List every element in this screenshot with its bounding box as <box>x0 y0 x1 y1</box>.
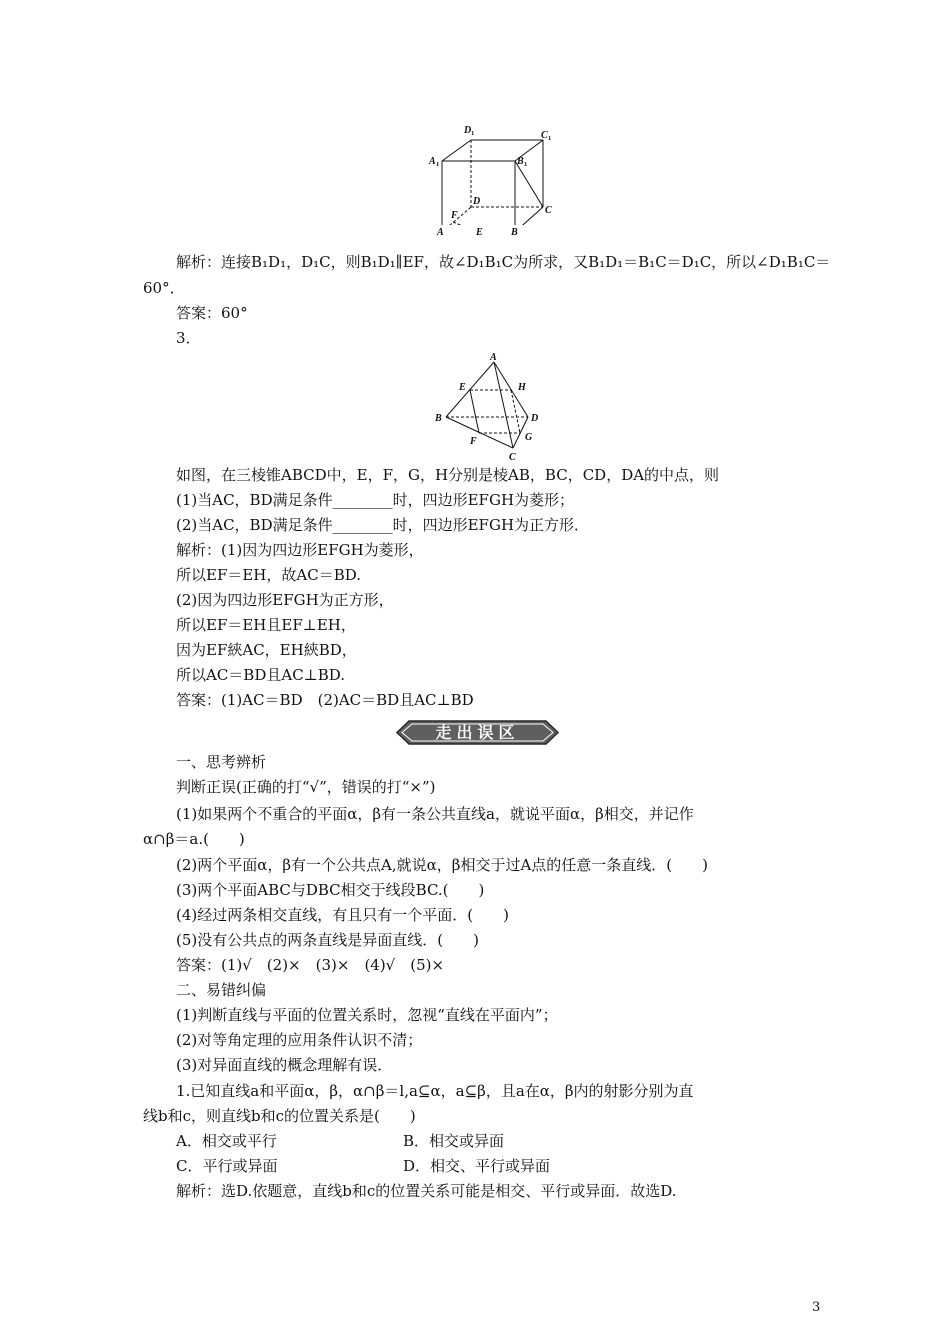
text-line: (3)两个平面ABC与DBC相交于线段BC.( ) <box>176 881 485 899</box>
label-B: B <box>511 227 518 238</box>
section-heading: 二、易错纠偏 <box>176 981 267 999</box>
text-line: (3)对异面直线的概念理解有误． <box>176 1056 393 1074</box>
label-C: C <box>509 452 516 462</box>
text-line: 所以EF＝EH且EF⊥EH， <box>176 616 356 634</box>
text-line: 解析：选D.依题意，直线b和c的位置关系可能是相交、平行或异面．故选D. <box>176 1182 677 1200</box>
text-line: (1)当AC，BD满足条件________时，四边形EFGH为菱形； <box>176 491 575 509</box>
label-E: E <box>459 382 466 393</box>
label-C: C <box>545 205 552 216</box>
option-b: B．相交或异面 <box>403 1132 505 1150</box>
option-c: C．平行或异面 <box>176 1157 278 1175</box>
text-line: 所以AC＝BD且AC⊥BD. <box>176 666 346 684</box>
label-C1: C <box>541 130 548 141</box>
label-E: E <box>476 227 483 238</box>
text-line: α∩β＝a.( ) <box>143 830 245 848</box>
text-line: 答案：(1)AC＝BD (2)AC＝BD且AC⊥BD <box>176 691 474 709</box>
option-a: A．相交或平行 <box>176 1132 277 1150</box>
text-line: (2)对等角定理的应用条件认识不清； <box>176 1031 423 1049</box>
banner-title: 走出误区 <box>435 723 520 742</box>
label-C1-sub: 1 <box>548 135 552 142</box>
text-line: 如图，在三棱锥ABCD中，E，F，G，H分别是棱AB，BC，CD，DA的中点，则 <box>176 466 720 484</box>
text-line: 判断正误(正确的打“√”，错误的打“×”) <box>176 778 436 796</box>
label-G: G <box>525 432 533 443</box>
text-line: (2)当AC，BD满足条件________时，四边形EFGH为正方形． <box>176 516 590 534</box>
label-H: H <box>518 382 526 393</box>
label-F: F <box>451 210 458 221</box>
text-line: (4)经过两条相交直线，有且只有一个平面．( ) <box>176 906 509 924</box>
label-D1-sub: 1 <box>471 130 475 137</box>
text-line: 线b和c，则直线b和c的位置关系是( ) <box>143 1107 416 1125</box>
tetrahedron-figure <box>430 350 560 462</box>
text-line: (2)两个平面α，β有一个公共点A,就说α，β相交于过A点的任意一条直线．( ) <box>176 856 708 874</box>
section-heading: 一、思考辨析 <box>176 753 267 771</box>
label-A1-sub: 1 <box>436 161 440 168</box>
label-F: F <box>470 436 477 447</box>
text-line: (5)没有公共点的两条直线是异面直线．( ) <box>176 931 479 949</box>
label-A1: A <box>429 156 436 167</box>
text-line: 因为EF綊AC，EH綊BD， <box>176 641 357 659</box>
label-D: D <box>531 413 539 424</box>
label-D1: D <box>464 125 472 136</box>
text-line: 1.已知直线a和平面α，β，α∩β＝l,a⊆α，a⊆β，且a在α，β内的射影分别为直 <box>176 1082 694 1100</box>
text-line: 所以EF＝EH，故AC＝BD. <box>176 566 361 584</box>
label-D: D <box>473 196 481 207</box>
option-d: D．相交、平行或异面 <box>403 1157 551 1175</box>
label-A: A <box>437 227 444 238</box>
text-line: 3． <box>176 329 201 347</box>
text-line: 解析：(1)因为四边形EFGH为菱形， <box>176 541 424 559</box>
text-line: (1)判断直线与平面的位置关系时，忽视“直线在平面内”； <box>176 1006 558 1024</box>
text-line: (2)因为四边形EFGH为正方形， <box>176 591 394 609</box>
label-B1-sub: 1 <box>524 161 528 168</box>
page-number: 3 <box>812 1300 821 1315</box>
text-line: 答案：60° <box>176 304 248 322</box>
text-line: 解析：连接B₁D₁，D₁C，则B₁D₁∥EF，故∠D₁B₁C为所求，又B₁D₁＝B₁C＝D₁C，所以∠D₁B₁C＝ <box>176 253 831 271</box>
text-line: 答案：(1)√ (2)× (3)× (4)√ (5)× <box>176 956 445 974</box>
text-line: 60°． <box>143 279 185 297</box>
label-A: A <box>490 352 497 363</box>
cube-figure-bottom-labels <box>420 225 570 245</box>
label-B1: B <box>517 156 524 167</box>
text-line: (1)如果两个不重合的平面α，β有一条公共直线a，就说平面α，β相交，并记作 <box>176 805 694 823</box>
section-banner <box>395 719 560 746</box>
label-B: B <box>435 413 442 424</box>
cube-figure-edges-lower <box>420 200 570 220</box>
